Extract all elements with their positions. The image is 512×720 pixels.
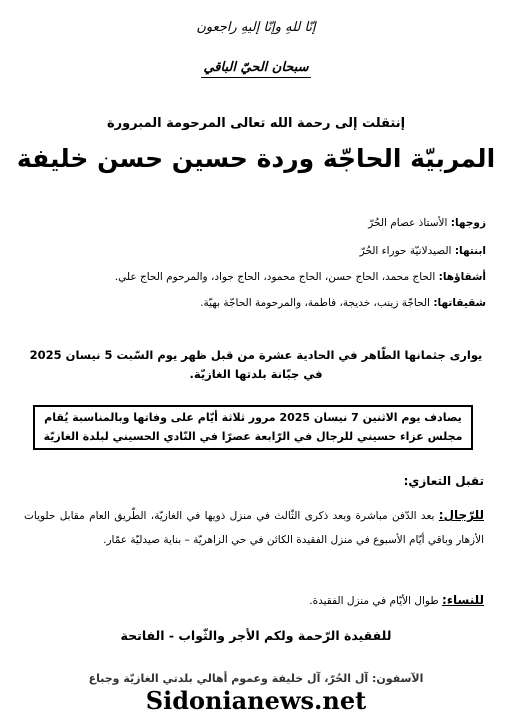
funeral-line: يوارى جثمانها الطّاهر في الحادية عشرة من قبل ظهر يوم السّبت 5 نيسان 2025: [29, 348, 483, 362]
third-day-line: يصادف يوم الاثنين 7 نيسان 2025 مرور ثلاثة أيّام على وفاتها وبالمناسبة يُقام: [44, 411, 462, 424]
relative-label: أشقاؤها:: [438, 271, 486, 283]
funeral-line: في جبّانة بلدتها الغازيّة.: [189, 367, 323, 381]
relative-label: شقيقاتها:: [433, 297, 486, 309]
relative-text: الأستاذ عصام الحُرّ: [368, 217, 451, 229]
relative-label: زوجها:: [450, 217, 486, 229]
quran-verse: إنّا للهِ وإنّا إليهِ راجعون: [196, 20, 316, 35]
men-label: للرّجال:: [438, 508, 484, 522]
subhan-text: سبحان الحيّ الباقي: [201, 60, 310, 78]
men-text: بعد الدّفن مباشرة وبعد ذكرى الثّالث في منزل ذويها في الغازيّة، الطّريق العام مقابل حلويات الأزهار وباقي أيّام الأسبوع في منزل الفقيدة الكائن في حي الزاهريّة – بناية صيدليّة عمّار.: [24, 510, 484, 546]
relative-row-sisters: [26, 296, 486, 310]
relative-label: ابنتها:: [454, 245, 486, 257]
subhan-calligraphy: [0, 60, 512, 78]
funeral-announcement: [20, 346, 492, 384]
relative-text: الحاج محمد، الحاج حسن، الحاج محمود، الحاج جواد، والمرحوم الحاج علي.: [114, 271, 439, 283]
closing-prayer: للفقيدة الرّحمة ولكم الأجر والثّواب - الفاتحة: [120, 628, 392, 643]
intro-line: إنتقلت إلى رحمة الله تعالى المرحومة المبرورة: [106, 116, 406, 131]
condolences-title: تقبل التعازي:: [403, 474, 484, 488]
third-day-line: مجلس عزاء حسيني للرجال في الرّابعة عصرًا في النّادي الحسيني لبلدة الغازيّة: [43, 430, 463, 443]
relative-text: الصيدلانيّة حوراء الحُرّ: [359, 245, 455, 257]
deceased-name: المربيّة الحاجّة وردة حسين حسن خليفة: [16, 144, 496, 173]
relative-text: الحاجّة زينب، خديجة، فاطمة، والمرحومة الحاجّة بهيّة.: [200, 297, 434, 309]
third-day-box: [33, 405, 473, 450]
women-text: طوال الأيّام في منزل الفقيدة.: [309, 595, 443, 607]
relative-row-daughter: [26, 244, 486, 258]
site-watermark: Sidonianews.net: [145, 686, 367, 715]
condolences-women: [24, 593, 484, 607]
relative-row-husband: [26, 216, 486, 230]
condolences-men: [24, 503, 484, 552]
women-label: للنساء:: [442, 593, 484, 607]
mourners-line: الآسفون: آل الحُرّ، آل خليفة وعموم أهالي بلدتي الغازيّة وجباع: [88, 672, 424, 685]
relative-row-brothers: [26, 270, 486, 284]
